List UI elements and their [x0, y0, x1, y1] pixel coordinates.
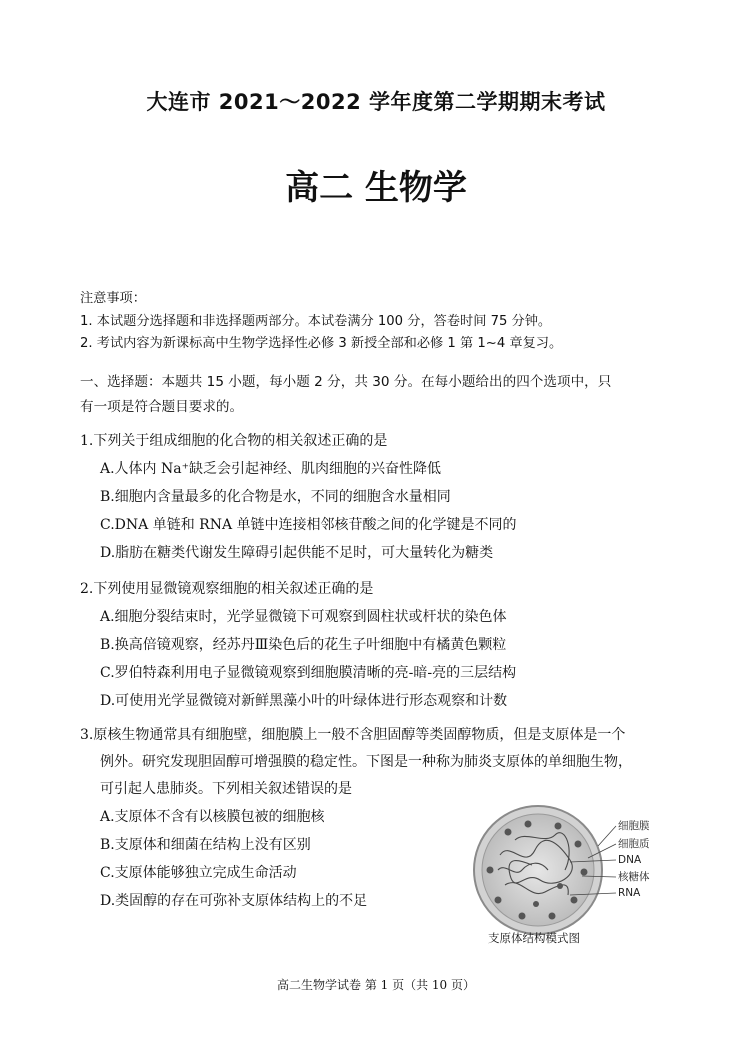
question-stem-line: 3.原核生物通常具有细胞壁，细胞膜上一般不含胆固醇等类固醇物质，但是支原体是一个 — [80, 727, 626, 743]
label-cell-membrane: 细胞膜 — [618, 820, 650, 832]
notes-block — [80, 288, 562, 356]
section-heading-line: 有一项是符合题目要求的。 — [80, 399, 244, 415]
option-b: B.细胞内含量最多的化合物是水，不同的细胞含水量相同 — [100, 488, 451, 505]
page-footer: 高二生物学试卷 第 1 页（共 10 页） — [277, 978, 475, 992]
option-d: D.可使用光学显微镜对新鲜黑藻小叶的叶绿体进行形态观察和计数 — [100, 692, 508, 709]
option-a: A.细胞分裂结束时，光学显微镜下可观察到圆柱状或杆状的染色体 — [100, 608, 507, 625]
option-c: C.支原体能够独立完成生命活动 — [100, 865, 297, 881]
question-stem: 2.下列使用显微镜观察细胞的相关叙述正确的是 — [80, 581, 374, 597]
question-stem-line: 例外。研究发现胆固醇可增强膜的稳定性。下图是一种称为肺炎支原体的单细胞生物， — [100, 754, 632, 770]
label-ribosome: 核糖体 — [618, 871, 650, 883]
label-rna: RNA — [618, 887, 641, 899]
option-a: A.支原体不含有以核膜包被的细胞核 — [100, 809, 325, 825]
exam-title: 大连市 2021～2022 学年度第二学期期末考试 — [146, 90, 606, 114]
question-stem — [80, 722, 675, 803]
notes-item: 2. 考试内容为新课标高中生物学选择性必修 3 新授全部和必修 1 第 1~4 章复习。 — [80, 336, 563, 351]
option-b: B.支原体和细菌在结构上没有区别 — [100, 837, 311, 853]
question-stem-line: 可引起人患肺炎。下列相关叙述错误的是 — [100, 781, 352, 797]
question-stem: 1.下列关于组成细胞的化合物的相关叙述正确的是 — [80, 433, 388, 449]
cytoplasm-shape — [482, 814, 594, 926]
label-dna: DNA — [618, 854, 642, 866]
question-1 — [80, 428, 680, 567]
option-a: A.人体内 Na⁺缺乏会引起神经、肌肉细胞的兴奋性降低 — [100, 460, 441, 477]
section-heading — [80, 370, 680, 420]
question-2 — [80, 576, 680, 715]
section-heading-line: 一、选择题：本题共 15 小题，每小题 2 分，共 30 分。在每小题给出的四个选项中，只 — [80, 374, 612, 390]
label-cytoplasm: 细胞质 — [618, 838, 650, 850]
mycoplasma-diagram — [470, 800, 670, 950]
figure-labels — [618, 819, 650, 899]
option-c: C.罗伯特森利用电子显微镜观察到细胞膜清晰的亮-暗-亮的三层结构 — [100, 664, 517, 681]
figure-caption: 支原体结构模式图 — [488, 931, 580, 945]
option-d: D.类固醇的存在可弥补支原体结构上的不足 — [100, 893, 368, 909]
option-c: C.DNA 单链和 RNA 单链中连接相邻核苷酸之间的化学键是不同的 — [100, 516, 517, 533]
option-d: D.脂肪在糖类代谢发生障碍引起供能不足时，可大量转化为糖类 — [100, 544, 494, 561]
subject-title: 高二 生物学 — [285, 168, 467, 208]
option-b: B.换高倍镜观察，经苏丹Ⅲ染色后的花生子叶细胞中有橘黄色颗粒 — [100, 636, 507, 653]
notes-heading: 注意事项： — [80, 291, 146, 306]
notes-item: 1. 本试题分选择题和非选择题两部分。本试卷满分 100 分，答卷时间 75 分钟。 — [80, 313, 552, 329]
